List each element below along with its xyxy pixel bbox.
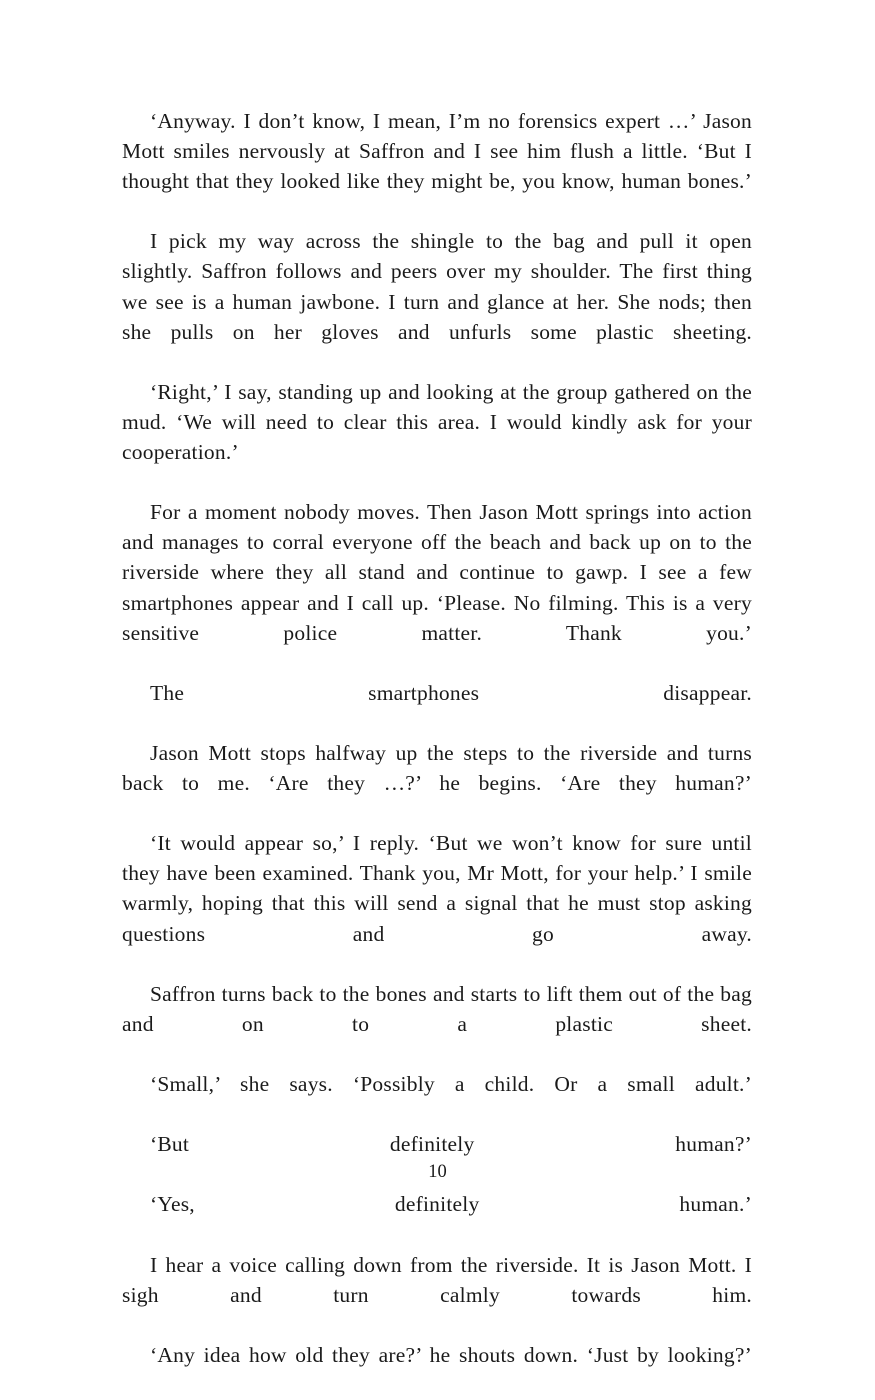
body-paragraph: I hear a voice calling down from the riverside. It is Jason Mott. I sigh and turn calmly towards him.	[122, 1252, 752, 1307]
body-paragraph: ‘It would appear so,’ I reply. ‘But we won’t know for sure until they have been examined. Thank you, Mr Mott, for your help.’ I smile warmly, hoping that this will send a signal that he must stop asking questions and go away.	[122, 831, 752, 946]
body-paragraph: ‘Small,’ she says. ‘Possibly a child. Or a small adult.’	[150, 1072, 752, 1096]
body-paragraph: ‘Right,’ I say, standing up and looking at the group gathered on the mud. ‘We will need to clear this area. I would kindly ask for your cooperation.’	[122, 379, 752, 465]
body-paragraph: I pick my way across the shingle to the bag and pull it open slightly. Saffron follows and peers over my shoulder. The first thing we see is a human jawbone. I turn and glance at her. She nods; then she pulls on her gloves and unfurls some plastic sheeting.	[122, 229, 752, 344]
body-paragraph: ‘Any idea how old they are?’ he shouts down. ‘Just by looking?’	[150, 1342, 752, 1367]
body-paragraph: ‘But definitely human?’	[150, 1132, 752, 1157]
body-paragraph: Jason Mott stops halfway up the steps to the riverside and turns back to me. ‘Are they …?’ he begins. ‘Are they human?’	[122, 740, 752, 796]
body-paragraph: The smartphones disappear.	[150, 680, 752, 705]
body-text-block	[122, 106, 752, 1400]
body-paragraph: For a moment nobody moves. Then Jason Mott springs into action and manages to corral everyone off the beach and back up on to the riverside where they all stand and continue to gawp. I see a few smartphones appear and I call up. ‘Please. No filming. This is a very sensitive police matter. Thank you.’	[122, 500, 752, 645]
body-paragraph: Saffron turns back to the bones and starts to lift them out of the bag and on to a plastic sheet.	[122, 981, 752, 1036]
body-paragraph: ‘Yes, definitely human.’	[150, 1192, 752, 1217]
page-number: 10	[428, 1162, 447, 1182]
body-paragraph: ‘Anyway. I don’t know, I mean, I’m no forensics expert …’ Jason Mott smiles nervously at Saffron and I see him flush a little. ‘But I thought that they looked like they might be, you know, human bones.’	[122, 109, 752, 194]
